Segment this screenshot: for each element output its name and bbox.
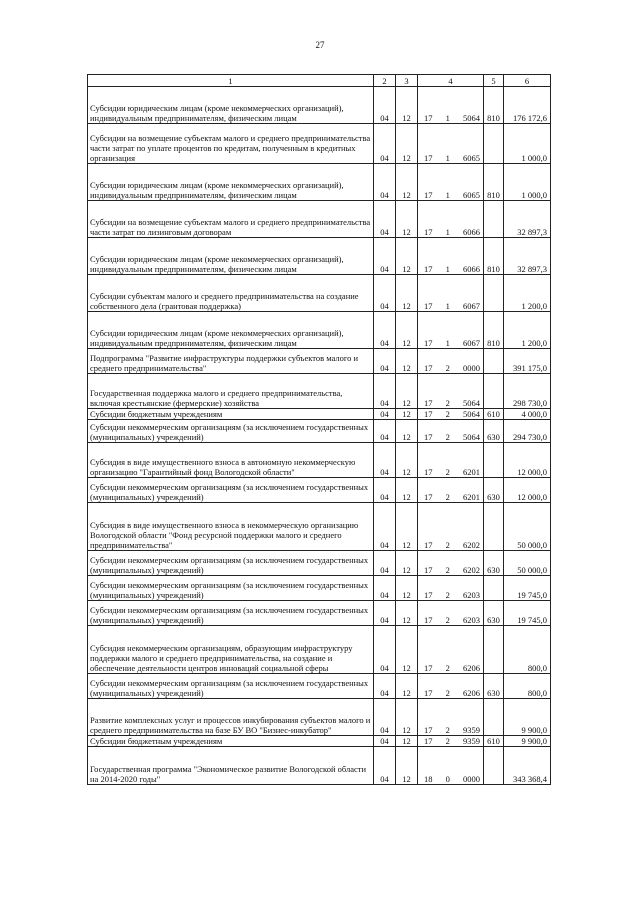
section-code: 04	[374, 87, 396, 124]
article-code-part: 17	[424, 409, 433, 419]
subsection-code: 12	[396, 409, 418, 420]
section-code: 04	[374, 124, 396, 164]
article-code-part: 1	[445, 190, 450, 200]
article-code-part: 6066	[463, 227, 480, 237]
row-name: Государственная поддержка малого и среднего предпринимательства, включая крестьянские (фермерские) хозяйства	[88, 374, 374, 409]
table-row	[88, 312, 551, 349]
header-cell: 2	[374, 75, 396, 87]
subsection-code: 12	[396, 87, 418, 124]
amount: 800,0	[504, 626, 551, 674]
row-name: Субсидии юридическим лицам (кроме некоммерческих организаций), индивидуальным предпринимателям, физическим лицам	[88, 87, 374, 124]
article-code-part: 6201	[463, 492, 480, 502]
table-row	[88, 420, 551, 443]
target-article-code	[418, 443, 484, 478]
row-name: Субсидии некоммерческим организациям (за исключением государственных (муниципальных) учреждений)	[88, 420, 374, 443]
row-name: Субсидии некоммерческим организациям (за исключением государственных (муниципальных) учреждений)	[88, 576, 374, 601]
target-article-code	[418, 551, 484, 576]
section-code: 04	[374, 601, 396, 626]
section-code: 04	[374, 164, 396, 201]
target-article-code	[418, 576, 484, 601]
article-code-part: 6202	[463, 565, 480, 575]
amount: 1 000,0	[504, 124, 551, 164]
amount: 32 897,3	[504, 201, 551, 238]
target-article-code	[418, 349, 484, 374]
article-code-part: 6067	[463, 338, 480, 348]
table-row	[88, 238, 551, 275]
row-name: Развитие комплексных услуг и процессов инкубирования субъектов малого и среднего предпринимательства на базе БУ ВО "Бизнес-инкубатор"	[88, 699, 374, 736]
subsection-code: 12	[396, 674, 418, 699]
amount: 4 000,0	[504, 409, 551, 420]
row-name: Субсидия в виде имущественного взноса в некоммерческую организацию Вологодской области "Фонд ресурсной поддержки малого и среднего предпринимательства"	[88, 503, 374, 551]
expense-type-code: 810	[484, 312, 504, 349]
expense-type-code: 810	[484, 87, 504, 124]
subsection-code: 12	[396, 503, 418, 551]
target-article-code	[418, 747, 484, 785]
amount: 50 000,0	[504, 551, 551, 576]
article-code-part: 2	[445, 409, 450, 419]
article-code-part: 18	[424, 774, 433, 784]
table-row	[88, 87, 551, 124]
article-code-part: 0000	[463, 774, 480, 784]
table-row	[88, 736, 551, 747]
target-article-code	[418, 626, 484, 674]
target-article-code	[418, 124, 484, 164]
table-row	[88, 601, 551, 626]
article-code-part: 2	[445, 467, 450, 477]
amount: 12 000,0	[504, 478, 551, 503]
budget-table	[87, 74, 551, 785]
section-code: 04	[374, 312, 396, 349]
expense-type-code	[484, 201, 504, 238]
table-row	[88, 164, 551, 201]
article-code-part: 6203	[463, 590, 480, 600]
article-code-part: 17	[424, 688, 433, 698]
article-code-part: 6065	[463, 153, 480, 163]
row-name: Субсидии некоммерческим организациям (за исключением государственных (муниципальных) учреждений)	[88, 551, 374, 576]
row-name: Субсидии субъектам малого и среднего предпринимательства на создание собственного дела (грантовая поддержка)	[88, 275, 374, 312]
article-code-part: 5064	[463, 113, 480, 123]
subsection-code: 12	[396, 736, 418, 747]
article-code-part: 5064	[463, 398, 480, 408]
article-code-part: 17	[424, 467, 433, 477]
section-code: 04	[374, 699, 396, 736]
article-code-part: 17	[424, 227, 433, 237]
table-row	[88, 409, 551, 420]
table-row	[88, 349, 551, 374]
target-article-code	[418, 87, 484, 124]
expense-type-code	[484, 124, 504, 164]
section-code: 04	[374, 576, 396, 601]
article-code-part: 2	[445, 363, 450, 373]
header-cell: 6	[504, 75, 551, 87]
subsection-code: 12	[396, 420, 418, 443]
article-code-part: 1	[445, 301, 450, 311]
article-code-part: 2	[445, 540, 450, 550]
article-code-part: 17	[424, 398, 433, 408]
table-row	[88, 674, 551, 699]
article-code-part: 17	[424, 264, 433, 274]
article-code-part: 17	[424, 363, 433, 373]
article-code-part: 17	[424, 153, 433, 163]
expense-type-code	[484, 747, 504, 785]
expense-type-code	[484, 275, 504, 312]
article-code-part: 6206	[463, 663, 480, 673]
article-code-part: 1	[445, 227, 450, 237]
article-code-part: 2	[445, 590, 450, 600]
article-code-part: 6065	[463, 190, 480, 200]
row-name: Субсидия некоммерческим организациям, образующим инфраструктуру поддержки малого и среднего предпринимательства, на создание и обеспечение деятельности центров инноваций социальной сферы	[88, 626, 374, 674]
table-row	[88, 478, 551, 503]
section-code: 04	[374, 374, 396, 409]
target-article-code	[418, 478, 484, 503]
amount: 391 175,0	[504, 349, 551, 374]
expense-type-code	[484, 576, 504, 601]
article-code-part: 17	[424, 540, 433, 550]
table-row	[88, 576, 551, 601]
expense-type-code: 630	[484, 478, 504, 503]
article-code-part: 9359	[463, 725, 480, 735]
subsection-code: 12	[396, 699, 418, 736]
article-code-part: 2	[445, 688, 450, 698]
article-code-part: 17	[424, 113, 433, 123]
amount: 800,0	[504, 674, 551, 699]
expense-type-code	[484, 503, 504, 551]
header-cell: 4	[418, 75, 484, 87]
table-row	[88, 626, 551, 674]
article-code-part: 2	[445, 663, 450, 673]
article-code-part: 2	[445, 398, 450, 408]
article-code-part: 17	[424, 725, 433, 735]
row-name: Субсидии некоммерческим организациям (за исключением государственных (муниципальных) учреждений)	[88, 601, 374, 626]
header-cell: 3	[396, 75, 418, 87]
subsection-code: 12	[396, 238, 418, 275]
header-row	[88, 75, 551, 87]
target-article-code	[418, 736, 484, 747]
section-code: 04	[374, 747, 396, 785]
expense-type-code	[484, 374, 504, 409]
expense-type-code: 630	[484, 551, 504, 576]
article-code-part: 6203	[463, 615, 480, 625]
row-name: Субсидии юридическим лицам (кроме некоммерческих организаций), индивидуальным предпринимателям, физическим лицам	[88, 164, 374, 201]
page-number: 27	[315, 40, 325, 50]
article-code-part: 1	[445, 264, 450, 274]
amount: 32 897,3	[504, 238, 551, 275]
article-code-part: 17	[424, 736, 433, 746]
subsection-code: 12	[396, 747, 418, 785]
section-code: 04	[374, 349, 396, 374]
article-code-part: 6206	[463, 688, 480, 698]
row-name: Субсидии некоммерческим организациям (за исключением государственных (муниципальных) учреждений)	[88, 478, 374, 503]
amount: 294 730,0	[504, 420, 551, 443]
article-code-part: 17	[424, 301, 433, 311]
subsection-code: 12	[396, 601, 418, 626]
target-article-code	[418, 699, 484, 736]
amount: 1 200,0	[504, 275, 551, 312]
amount: 9 900,0	[504, 699, 551, 736]
expense-type-code: 630	[484, 674, 504, 699]
subsection-code: 12	[396, 124, 418, 164]
header-cell: 1	[88, 75, 374, 87]
amount: 9 900,0	[504, 736, 551, 747]
row-name: Субсидии некоммерческим организациям (за исключением государственных (муниципальных) учреждений)	[88, 674, 374, 699]
article-code-part: 17	[424, 615, 433, 625]
section-code: 04	[374, 736, 396, 747]
target-article-code	[418, 374, 484, 409]
table-row	[88, 747, 551, 785]
subsection-code: 12	[396, 626, 418, 674]
subsection-code: 12	[396, 576, 418, 601]
article-code-part: 6066	[463, 264, 480, 274]
article-code-part: 17	[424, 565, 433, 575]
subsection-code: 12	[396, 443, 418, 478]
target-article-code	[418, 674, 484, 699]
article-code-part: 17	[424, 190, 433, 200]
row-name: Субсидии на возмещение субъектам малого и среднего предпринимательства части затрат по лизинговым договорам	[88, 201, 374, 238]
target-article-code	[418, 312, 484, 349]
section-code: 04	[374, 238, 396, 275]
article-code-part: 6067	[463, 301, 480, 311]
row-name: Субсидии бюджетным учреждениям	[88, 736, 374, 747]
target-article-code	[418, 420, 484, 443]
subsection-code: 12	[396, 275, 418, 312]
article-code-part: 1	[445, 153, 450, 163]
subsection-code: 12	[396, 312, 418, 349]
article-code-part: 17	[424, 492, 433, 502]
article-code-part: 1	[445, 113, 450, 123]
subsection-code: 12	[396, 478, 418, 503]
section-code: 04	[374, 275, 396, 312]
section-code: 04	[374, 409, 396, 420]
row-name: Подпрограмма "Развитие инфраструктуры поддержки субъектов малого и среднего предпринимательства"	[88, 349, 374, 374]
section-code: 04	[374, 551, 396, 576]
target-article-code	[418, 238, 484, 275]
row-name: Государственная программа "Экономическое развитие Вологодской области на 2014-2020 годы"	[88, 747, 374, 785]
expense-type-code: 610	[484, 409, 504, 420]
section-code: 04	[374, 503, 396, 551]
article-code-part: 0000	[463, 363, 480, 373]
amount: 176 172,6	[504, 87, 551, 124]
section-code: 04	[374, 478, 396, 503]
article-code-part: 2	[445, 725, 450, 735]
table-row	[88, 503, 551, 551]
section-code: 04	[374, 674, 396, 699]
amount: 298 730,0	[504, 374, 551, 409]
amount: 50 000,0	[504, 503, 551, 551]
table-row	[88, 699, 551, 736]
amount: 343 368,4	[504, 747, 551, 785]
article-code-part: 17	[424, 338, 433, 348]
article-code-part: 17	[424, 432, 433, 442]
target-article-code	[418, 601, 484, 626]
amount: 19 745,0	[504, 601, 551, 626]
article-code-part: 2	[445, 432, 450, 442]
row-name: Субсидии бюджетным учреждениям	[88, 409, 374, 420]
target-article-code	[418, 503, 484, 551]
expense-type-code	[484, 699, 504, 736]
row-name: Субсидия в виде имущественного взноса в автономную некоммерческую организацию "Гарантийный фонд Вологодской области"	[88, 443, 374, 478]
article-code-part: 2	[445, 565, 450, 575]
expense-type-code: 610	[484, 736, 504, 747]
subsection-code: 12	[396, 374, 418, 409]
article-code-part: 2	[445, 492, 450, 502]
section-code: 04	[374, 201, 396, 238]
amount: 1 200,0	[504, 312, 551, 349]
subsection-code: 12	[396, 551, 418, 576]
table-row	[88, 201, 551, 238]
amount: 12 000,0	[504, 443, 551, 478]
target-article-code	[418, 164, 484, 201]
article-code-part: 5064	[463, 432, 480, 442]
article-code-part: 9359	[463, 736, 480, 746]
section-code: 04	[374, 443, 396, 478]
row-name: Субсидии на возмещение субъектам малого и среднего предпринимательства части затрат по уплате процентов по кредитам, полученным в кредитных организация	[88, 124, 374, 164]
table-body	[88, 87, 551, 785]
target-article-code	[418, 201, 484, 238]
article-code-part: 5064	[463, 409, 480, 419]
table-row	[88, 551, 551, 576]
expense-type-code: 810	[484, 238, 504, 275]
article-code-part: 6201	[463, 467, 480, 477]
expense-type-code	[484, 443, 504, 478]
header-cell: 5	[484, 75, 504, 87]
expense-type-code: 810	[484, 164, 504, 201]
subsection-code: 12	[396, 164, 418, 201]
amount: 1 000,0	[504, 164, 551, 201]
subsection-code: 12	[396, 349, 418, 374]
expense-type-code: 630	[484, 420, 504, 443]
target-article-code	[418, 409, 484, 420]
article-code-part: 1	[445, 338, 450, 348]
article-code-part: 2	[445, 615, 450, 625]
amount: 19 745,0	[504, 576, 551, 601]
subsection-code: 12	[396, 201, 418, 238]
section-code: 04	[374, 626, 396, 674]
article-code-part: 17	[424, 663, 433, 673]
article-code-part: 17	[424, 590, 433, 600]
table-row	[88, 275, 551, 312]
article-code-part: 2	[445, 736, 450, 746]
article-code-part: 0	[445, 774, 450, 784]
target-article-code	[418, 275, 484, 312]
expense-type-code	[484, 626, 504, 674]
section-code: 04	[374, 420, 396, 443]
article-code-part: 6202	[463, 540, 480, 550]
table-row	[88, 374, 551, 409]
table-row	[88, 443, 551, 478]
expense-type-code: 630	[484, 601, 504, 626]
table-row	[88, 124, 551, 164]
row-name: Субсидии юридическим лицам (кроме некоммерческих организаций), индивидуальным предпринимателям, физическим лицам	[88, 312, 374, 349]
expense-type-code	[484, 349, 504, 374]
row-name: Субсидии юридическим лицам (кроме некоммерческих организаций), индивидуальным предпринимателям, физическим лицам	[88, 238, 374, 275]
